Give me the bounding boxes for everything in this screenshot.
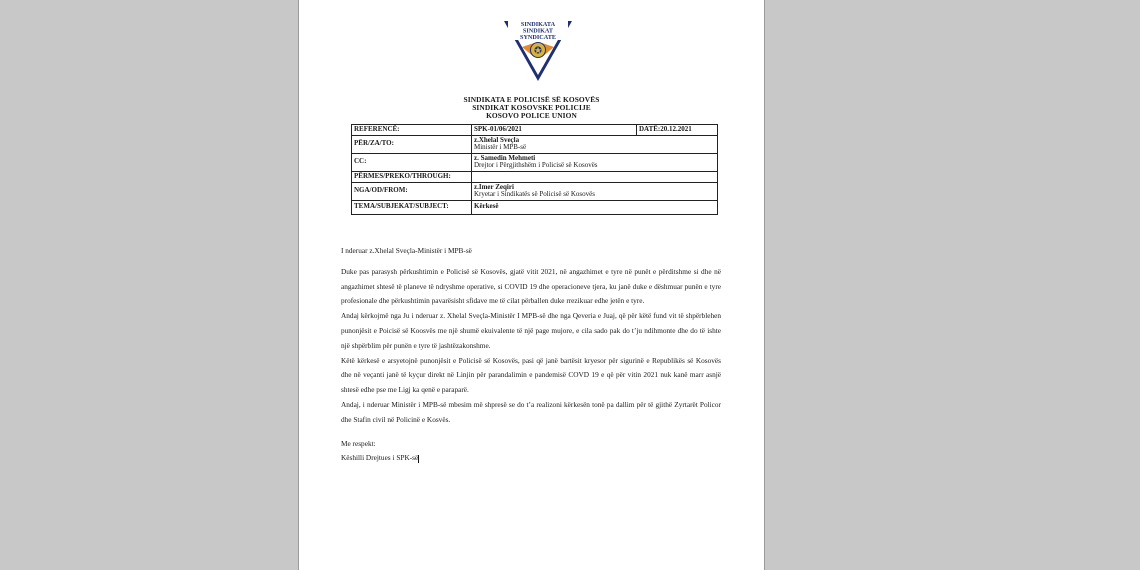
signature-line [341, 451, 721, 466]
letter-body [341, 244, 721, 466]
cc-title: Drejtor i Përgjithshëm i Policisë së Kosovës [474, 161, 598, 169]
to-title: Ministër i MPB-së [474, 143, 527, 151]
org-name-serbian: SINDIKAT KOSOVSKE POLICIJE [472, 103, 591, 112]
to-value [472, 135, 718, 153]
subject-value: Kërkesë [472, 200, 718, 214]
cc-value [472, 153, 718, 171]
paragraph-1: Duke pas parasysh përkushtimin e Policisë së Kosovës, gjatë vitit 2021, në angazhimet e tyre në punët e përditshme si dhe në angazhimet shtesë të planeve të ndryshme operative, si COVID 19 dhe operacioneve tjera, ku janë duke e dëshmuar punën e tyre profesionale dhe përkushtimin pavarësisht sfidave me të cilat përballen duke rrezikuar edhe jetën e tyre. [341, 266, 721, 306]
reference-value: SPK-01/06/2021 [472, 125, 637, 136]
salutation: I nderuar z.Xhelal Sveçla-Ministër i MPB-së [341, 246, 472, 255]
organization-header [299, 96, 764, 120]
signature: Këshilli Drejtues i SPK-së [341, 453, 419, 463]
logo-line-1: SINDIKATA [520, 21, 556, 28]
through-label: PËRMES/PREKO/THROUGH: [352, 171, 472, 182]
logo-line-2: SINDIKAT [522, 27, 554, 35]
reference-label: REFERENCË: [352, 125, 472, 136]
letter-meta-table [351, 124, 718, 215]
from-label: NGA/OD/FROM: [352, 182, 472, 200]
meta-row-reference [352, 125, 718, 136]
meta-row-from [352, 182, 718, 200]
meta-row-subject [352, 200, 718, 214]
cc-name: z. Samedin Mehmeti [474, 153, 536, 162]
meta-row-through [352, 171, 718, 182]
from-title: Kryetar i Sindikatës së Policisë së Kosovës [474, 190, 595, 198]
cc-label: CC: [352, 153, 472, 171]
meta-row-to [352, 135, 718, 153]
to-label: PËR/ZA/TO: [352, 135, 472, 153]
meta-row-cc [352, 153, 718, 171]
paragraph-3: Këtë kërkesë e arsyetojnë punonjësit e Policisë së Kosovës, pasi që janë bartësit kryesor për sigurinë e Republikës së Kosovës dhe në veçanti janë të kyçur direkt në Linjin për parandalimin e pandemisë COVD 19 e që për vitin 2021 nuk kanë marr asnjë shtesë edhe pse me Ligj ka qenë e paraparë. [341, 355, 721, 395]
from-value [472, 182, 718, 200]
paragraph-2: Andaj kërkojmë nga Ju i nderuar z. Xhelal Sveçla-Ministër I MPB-së dhe nga Qeveria e Juaj, që për këtë fund vit të shpërblehen punonjësit e Poicisë së Koosvës me një shumë ekuivalente të një page mujore, e cila sado pak do t’ju ndihmonte dhe do të ishte një shpërblim për punën e tyre të jashtëzakonshme. [341, 311, 721, 350]
from-name: z.Imer Zeqiri [474, 182, 514, 191]
document-page [298, 0, 765, 570]
closing: Me respekt: [341, 438, 376, 448]
text-cursor [418, 455, 419, 463]
subject-label: TEMA/SUBJEKAT/SUBJECT: [352, 200, 472, 214]
union-logo [500, 17, 576, 83]
org-name-albanian: SINDIKATA E POLICISË SË KOSOVËS [463, 95, 600, 104]
to-name: z.Xhelal Sveçla [474, 135, 520, 144]
through-value [472, 171, 718, 182]
date-value: DATË:20.12.2021 [637, 125, 718, 136]
org-name-english: KOSOVO POLICE UNION [486, 111, 577, 120]
logo-line-3: SYNDICATE [520, 34, 556, 41]
paragraph-4: Andaj, i nderuar Ministër i MPB-së mbesim më shpresë se do t’a realizoni kërkesën tonë pa dallim për të gjithë Zyrtarët Policor dhe Stafin civil në Policinë e Kosvës. [341, 399, 721, 424]
